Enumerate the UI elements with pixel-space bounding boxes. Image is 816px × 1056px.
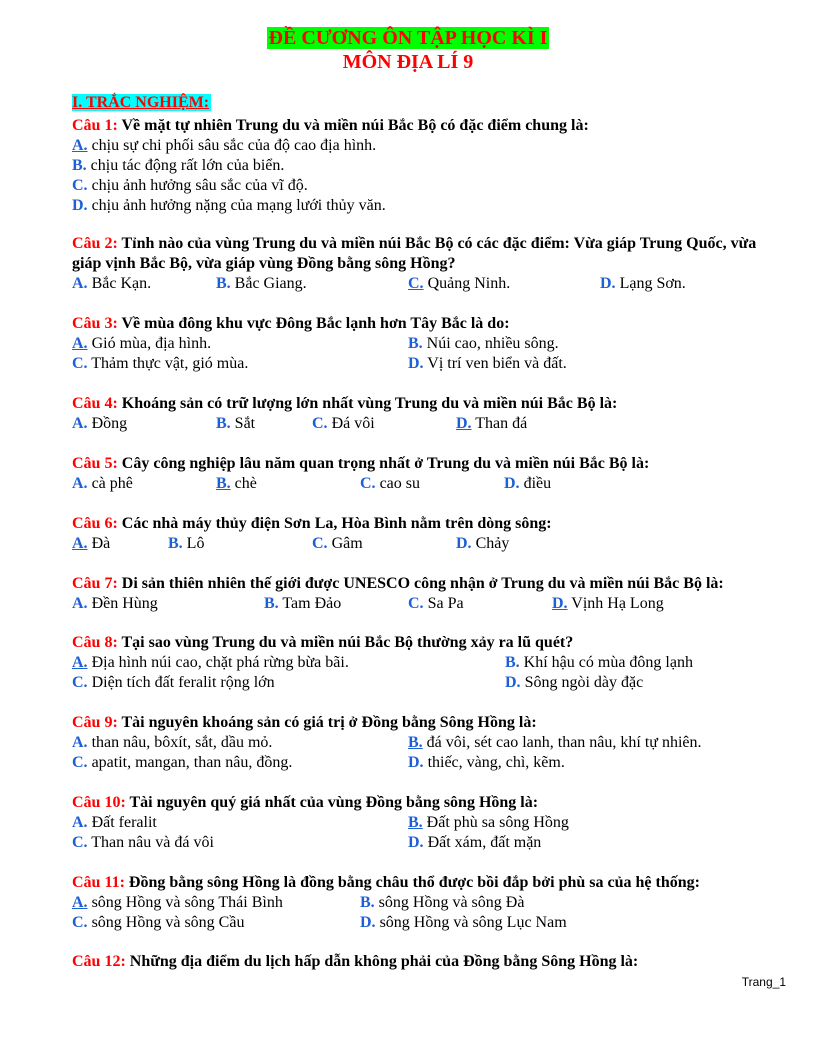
option-d: D. điều: [504, 475, 552, 492]
question-2: [72, 234, 786, 294]
question-5: [72, 454, 786, 494]
question-8: [72, 633, 786, 693]
question-stem: Câu 4: Khoáng sản có trữ lượng lớn nhất vùng Trung du và miền núi Bắc Bộ là:: [72, 395, 618, 412]
option-b: B. chè: [216, 475, 257, 492]
options-row: [72, 813, 786, 833]
question-stem: Câu 5: Cây công nghiệp lâu năm quan trọng nhất ở Trung du và miền núi Bắc Bộ là:: [72, 455, 650, 472]
options-row: [72, 594, 786, 614]
option-d: D. Chảy: [456, 535, 510, 552]
document-title: ĐỀ CƯƠNG ÔN TẬP HỌC KÌ I: [268, 27, 548, 49]
option-d: D. Than đá: [456, 415, 528, 432]
question-stem: Câu 6: Các nhà máy thủy điện Sơn La, Hòa Bình nằm trên dòng sông:: [72, 515, 552, 532]
option-b: B. Đất phù sa sông Hồng: [408, 814, 569, 831]
option-a: A. Bắc Kạn.: [72, 275, 152, 292]
options-row: [72, 833, 786, 853]
question-12: [72, 952, 786, 972]
option-b: B. Tam Đảo: [264, 595, 342, 612]
option-d: D. Vịnh Hạ Long: [552, 595, 664, 612]
section-heading: I. TRẮC NGHIỆM:: [72, 94, 210, 111]
options-row: [72, 414, 786, 434]
question-stem: Câu 7: Di sản thiên nhiên thế giới được UNESCO công nhận ở Trung du và miền núi Bắc Bộ là:: [72, 575, 724, 592]
options-row: [72, 474, 786, 494]
options-row: [72, 893, 786, 913]
question-stem: Câu 12: Những địa điểm du lịch hấp dẫn không phải của Đồng bằng Sông Hồng là:: [72, 953, 639, 970]
question-7: [72, 574, 786, 614]
question-stem: Câu 11: Đồng bằng sông Hồng là đồng bằng châu thổ được bồi đắp bởi phù sa của hệ thống:: [72, 874, 700, 891]
option-d: D. Lạng Sơn.: [600, 275, 686, 292]
option-b: B. Sắt: [216, 415, 256, 432]
option-a: A. cà phê: [72, 475, 133, 492]
options-row: [72, 354, 786, 374]
document-subtitle: MÔN ĐỊA LÍ 9: [342, 51, 474, 73]
option-b: B. Núi cao, nhiều sông.: [408, 335, 559, 352]
question-stem: Câu 2: Tỉnh nào của vùng Trung du và miền núi Bắc Bộ có các đặc điểm: Vừa giáp Trung Quốc, vừa giáp vịnh Bắc Bộ, vừa giáp vùng Đồng bằng sông Hồng?: [72, 235, 757, 272]
option-c: C. Diện tích đất feralit rộng lớn: [72, 674, 275, 691]
option-d: D. chịu ảnh hưởng nặng của mạng lưới thủy văn.: [72, 197, 386, 214]
question-stem: Câu 9: Tài nguyên khoáng sản có giá trị ở Đồng bằng Sông Hồng là:: [72, 714, 537, 731]
question-10: [72, 793, 786, 853]
option-c: C. Sa Pa: [408, 595, 464, 612]
options-row: [72, 913, 786, 933]
question-3: [72, 314, 786, 374]
option-a: A. Đền Hùng: [72, 595, 158, 612]
question-stem: Câu 3: Về mùa đông khu vực Đông Bắc lạnh hơn Tây Bắc là do:: [72, 315, 510, 332]
option-a: A. Đất feralit: [72, 814, 157, 831]
page-number: Trang_1: [741, 975, 786, 989]
option-c: C. Đá vôi: [312, 415, 375, 432]
option-a: A. Đồng: [72, 415, 128, 432]
option-c: C. cao su: [360, 475, 420, 492]
option-a: A. than nâu, bôxít, sắt, dầu mỏ.: [72, 734, 273, 751]
option-a: A. chịu sự chi phối sâu sắc của độ cao địa hình.: [72, 137, 377, 154]
option-a: A. Đà: [72, 535, 111, 552]
option-c: C. Quảng Ninh.: [408, 275, 511, 292]
question-6: [72, 514, 786, 554]
question-1: [72, 116, 786, 216]
option-b: B. sông Hồng và sông Đà: [360, 894, 525, 911]
option-c: C. apatit, mangan, than nâu, đồng.: [72, 754, 293, 771]
option-a: A. Địa hình núi cao, chặt phá rừng bừa bãi.: [72, 654, 349, 671]
options-row: [72, 673, 786, 693]
option-c: C. chịu ảnh hưởng sâu sắc của vĩ độ.: [72, 177, 308, 194]
option-b: B. Khí hậu có mùa đông lạnh: [505, 654, 693, 671]
question-4: [72, 394, 786, 434]
option-b: B. Lô: [168, 535, 205, 552]
option-d: D. Vị trí ven biển và đất.: [408, 355, 567, 372]
option-d: D. sông Hồng và sông Lục Nam: [360, 914, 567, 931]
options-row: [72, 733, 786, 753]
options-row: [72, 334, 786, 354]
option-c: C. Than nâu và đá vôi: [72, 834, 214, 851]
options-row: [72, 534, 786, 554]
question-9: [72, 713, 786, 773]
option-a: A. Gió mùa, địa hình.: [72, 335, 212, 352]
options-row: [72, 274, 786, 294]
option-c: C. Thảm thực vật, gió mùa.: [72, 355, 249, 372]
question-stem: Câu 8: Tại sao vùng Trung du và miền núi Bắc Bộ thường xảy ra lũ quét?: [72, 634, 574, 651]
option-b: B. chịu tác động rất lớn của biển.: [72, 157, 285, 174]
option-b: B. đá vôi, sét cao lanh, than nâu, khí tự nhiên.: [408, 734, 702, 751]
option-b: B. Bắc Giang.: [216, 275, 307, 292]
question-stem: Câu 10: Tài nguyên quý giá nhất của vùng Đồng bằng sông Hồng là:: [72, 794, 539, 811]
option-a: A. sông Hồng và sông Thái Bình: [72, 894, 283, 911]
question-stem: Câu 1: Về mặt tự nhiên Trung du và miền núi Bắc Bộ có đặc điểm chung là:: [72, 117, 589, 134]
option-d: D. Sông ngòi dày đặc: [505, 674, 644, 691]
options-row: [72, 653, 786, 673]
option-c: C. Gâm: [312, 535, 363, 552]
options-row: [72, 753, 786, 773]
question-11: [72, 873, 786, 933]
option-d: D. Đất xám, đất mặn: [408, 834, 542, 851]
option-d: D. thiếc, vàng, chì, kẽm.: [408, 754, 565, 771]
option-c: C. sông Hồng và sông Cầu: [72, 914, 245, 931]
